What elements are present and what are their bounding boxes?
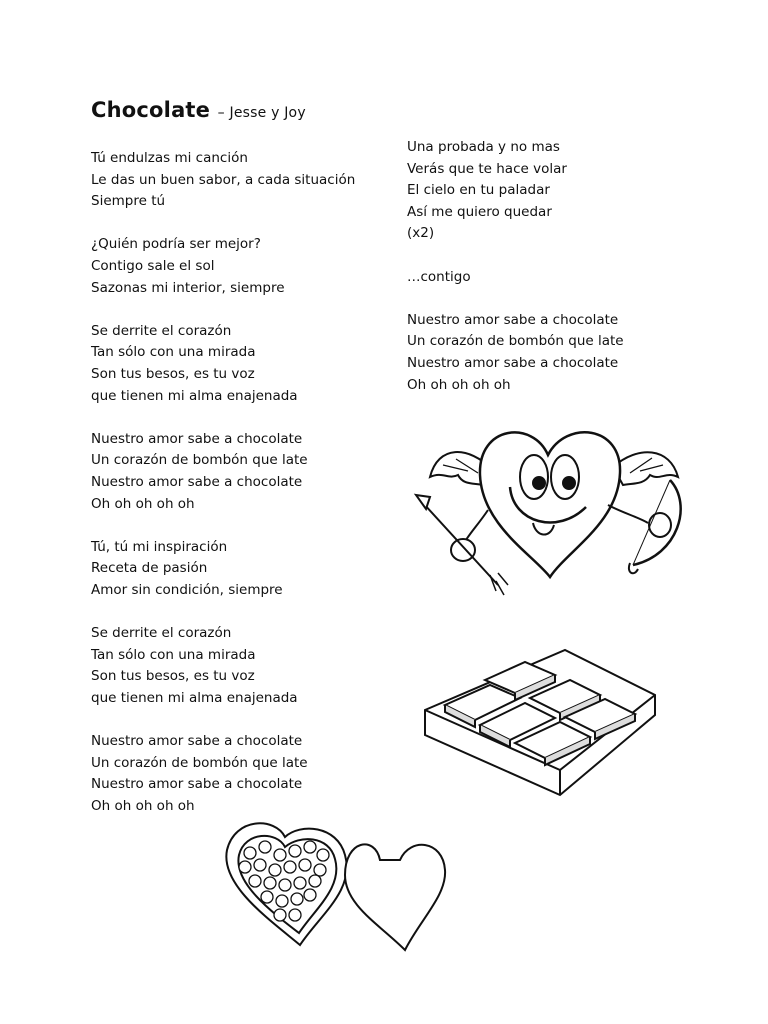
lyric-line: Nuestro amor sabe a chocolate [91,733,303,750]
lyric-line: …contigo [407,268,471,285]
song-title [91,98,306,122]
left-stanza [91,148,355,213]
lyric-line: Siempre tú [91,193,166,210]
lyric-line: Verás que te hace volar [407,160,567,177]
bonbon [279,879,291,891]
lyric-line: Un corazón de bombón que late [91,452,308,469]
bonbon [239,861,251,873]
lyric-line: Nuestro amor sabe a chocolate [91,473,303,490]
bonbon [276,895,288,907]
song-title-text: Chocolate [91,98,211,122]
left-stanza [91,429,355,515]
lyric-line: Oh oh oh oh oh [91,495,195,512]
chocolate-bar-illustration [415,640,665,800]
bonbon [259,841,271,853]
lyric-line: Tan sólo con una mirada [91,344,256,361]
lyric-line: Oh oh oh oh oh [91,797,195,814]
lyric-line: Receta de pasión [91,560,208,577]
left-stanza [91,623,355,709]
lyric-line: Así me quiero quedar [407,203,552,220]
lyric-line: Nuestro amor sabe a chocolate [91,430,303,447]
bonbon [289,909,301,921]
lyrics-left-column [91,148,355,839]
bonbon [294,877,306,889]
lyric-line: que tienen mi alma enajenada [91,387,298,404]
bonbon [254,859,266,871]
bonbon [304,841,316,853]
lyric-line: Sazonas mi interior, siempre [91,279,285,296]
cupid-heart-illustration [408,405,688,605]
lyric-line: (x2) [407,225,435,242]
bonbon [249,875,261,887]
bonbon [264,877,276,889]
bonbon [244,847,256,859]
lyric-line: Se derrite el corazón [91,322,232,339]
bonbon [314,864,326,876]
heart-chocolate-box-illustration [215,815,455,955]
bonbon [284,861,296,873]
bonbon [269,864,281,876]
lyric-line: Se derrite el corazón [91,625,232,642]
left-stanza [91,537,355,602]
bonbon [299,859,311,871]
bonbon [309,875,321,887]
left-stanza [91,234,355,299]
right-stanza [407,310,624,396]
bonbon [317,849,329,861]
right-stanza [407,267,624,289]
lyric-line: ¿Quién podría ser mejor? [91,236,261,253]
lyric-line: Nuestro amor sabe a chocolate [407,311,619,328]
bonbon [261,891,273,903]
left-stanza [91,321,355,407]
bonbon [304,889,316,901]
lyric-line: Amor sin condición, siempre [91,581,283,598]
song-artist: – Jesse y Joy [217,105,306,121]
lyric-line: Nuestro amor sabe a chocolate [91,776,303,793]
right-stanza [407,137,624,245]
lyric-line: Le das un buen sabor, a cada situación [91,171,356,188]
lyric-line: El cielo en tu paladar [407,182,550,199]
lyric-line: Tan sólo con una mirada [91,646,256,663]
lyric-line: Son tus besos, es tu voz [91,365,255,382]
bonbon [289,845,301,857]
left-stanza [91,731,355,817]
lyric-line: Un corazón de bombón que late [91,754,308,771]
lyric-line: Oh oh oh oh oh [407,376,511,393]
lyric-line: que tienen mi alma enajenada [91,689,298,706]
lyric-line: Nuestro amor sabe a chocolate [407,354,619,371]
bonbon [291,893,303,905]
bonbon [274,849,286,861]
bonbon [274,909,286,921]
lyric-line: Contigo sale el sol [91,257,215,274]
lyric-line: Un corazón de bombón que late [407,333,624,350]
lyric-line: Tú, tú mi inspiración [91,538,228,555]
lyric-line: Son tus besos, es tu voz [91,668,255,685]
lyric-line: Una probada y no mas [407,139,560,155]
lyric-line: Tú endulzas mi canción [91,150,248,166]
lyrics-right-column [407,137,624,418]
